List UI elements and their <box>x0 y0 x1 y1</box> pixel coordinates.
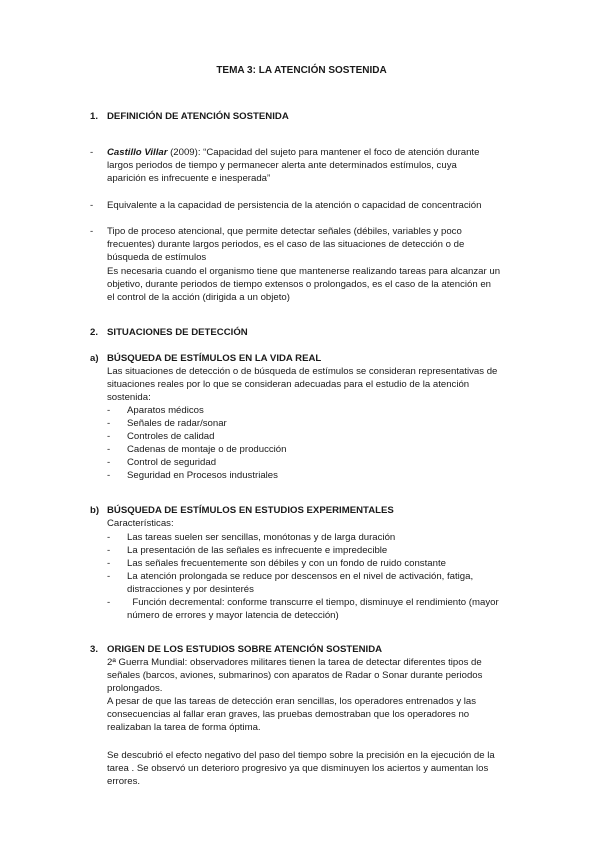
origin-paragraph-2 <box>107 695 552 735</box>
subsection-a-label: a) <box>90 353 99 364</box>
section-1-number: 1. <box>90 111 99 122</box>
text-line: situaciones reales por lo que se consideran adecuadas para el estudio de la atención <box>107 379 470 391</box>
list-item-continuation: distracciones y por desinterés <box>127 584 254 595</box>
subsection-b-label: b) <box>90 505 100 516</box>
bullet-dash: - <box>90 147 94 158</box>
text-line: señales (barcos, aviones, submarinos) con aparatos de Radar o Sonar durante periodos <box>107 670 483 682</box>
document-title: TEMA 3: LA ATENCIÓN SOSTENIDA <box>216 65 387 76</box>
subsection-a-heading: BÚSQUEDA DE ESTÍMULOS EN LA VIDA REAL <box>107 353 322 364</box>
text-line: consecuencias al fallar eran graves, las pruebas demostraban que los operadores no <box>107 709 470 721</box>
text-line: Tipo de proceso atencional, que permite detectar señales (débiles, variables y poco <box>107 226 462 237</box>
process-description <box>107 225 547 304</box>
text-line: Es necesaria cuando el organismo tiene que mantenerse realizando tareas para alcanzar un <box>107 265 501 277</box>
origin-paragraph-1 <box>107 656 552 696</box>
real-life-intro <box>107 365 552 405</box>
section-1-heading: DEFINICIÓN DE ATENCIÓN SOSTENIDA <box>107 111 289 122</box>
section-2-number: 2. <box>90 327 99 338</box>
bullet-dash: - <box>90 200 94 211</box>
text-line: prolongados. <box>107 683 163 695</box>
text-line: Las situaciones de detección o de búsqueda de estímulos se consideran representativas de <box>107 366 498 377</box>
text-line: sostenida: <box>107 392 151 404</box>
author-name: Castillo Villar <box>107 147 168 158</box>
text-line: 2ª Guerra Mundial: observadores militares tienen la tarea de detectar diferentes tipos de <box>107 657 482 668</box>
text-line: tarea . Se observó un deterioro progresivo ya que disminuyen los aciertos y aumentan los <box>107 763 489 775</box>
section-2-heading: SITUACIONES DE DETECCIÓN <box>107 327 248 338</box>
definition-line: (2009): “Capacidad del sujeto para mantener el foco de atención durante <box>167 147 480 158</box>
text-line: el control de la acción (dirigida a un objeto) <box>107 292 290 304</box>
text-line: objetivo, durante periodos de tiempo extensos o prolongados, es el caso de la atención en <box>107 278 492 290</box>
text-line: A pesar de que las tareas de detección eran sencillas, los operadores entrenados y las <box>107 696 477 707</box>
text-line: búsqueda de estímulos <box>107 252 207 264</box>
bullet-dash: - <box>90 226 94 237</box>
text-line: errores. <box>107 776 141 788</box>
subsection-b-heading: BÚSQUEDA DE ESTÍMULOS EN ESTUDIOS EXPERIMENTALES <box>107 505 394 516</box>
text-line: Se descubrió el efecto negativo del paso del tiempo sobre la precisión en la ejecución de la <box>107 750 495 761</box>
section-3-number: 3. <box>90 644 99 655</box>
definition-line: aparición es infrecuente e inesperada” <box>107 173 271 185</box>
text-line: realizaban la tarea de forma óptima. <box>107 722 261 734</box>
section-3-heading: ORIGEN DE LOS ESTUDIOS SOBRE ATENCIÓN SOSTENIDA <box>107 644 383 655</box>
document-page: TEMA 3: LA ATENCIÓN SOSTENIDA 1. DEFINICIÓN DE ATENCIÓN SOSTENIDA - Castillo Villar (2009): “Capacidad del sujeto para mantener el foco de atención durante largos periodos de tiempo y permanecer alerta ante determinados estímulos, cuya aparición es infrecuente e inesperada” - Equivalente a la capacidad de persistencia de la atención o capacidad de concentración - Tipo de proceso atencional, que permite detectar señales (débiles, variables y poco frecuentes) durante largos periodos, es el caso de las situaciones de detección o de búsqueda de estímulos Es necesaria cuando el organismo tiene que mantenerse realizando tareas para alcanzar un objetivo, durante periodos de tiempo extensos o prolongados, es el caso de la atención en el control de la acción (dirigida a un objeto) 2. SITUACIONES DE DETECCIÓN a) BÚSQUEDA DE ESTÍMULOS EN LA VIDA REAL Las situaciones de detección o de búsqueda de estímulos se consideran representativas de situaciones reales por lo que se consideran adecuadas para el estudio de la atención sostenida: - Aparatos médicos - Señales de radar/sonar - Controles de calidad - Cadenas de montaje o de producción - Control de seguridad - Seguridad en Procesos industriales b) BÚSQUEDA DE ESTÍMULOS EN ESTUDIOS EXPERIMENTALES Características: - Las tareas suelen ser sencillas, monótonas y de larga duración - La presentación de las señales es infrecuente e impredecible - Las señales frecuentemente son débiles y con un fondo de ruido constante - La atención prolongada se reduce por descensos en el nivel de activación, fatiga, distracciones y por desinterés - Función decremental: conforme transcurre el tiempo, disminuye el rendimiento (mayor número de errores y mayor latencia de detección) 3. ORIGEN DE LOS ESTUDIOS SOBRE ATENCIÓN SOSTENIDA 2ª Guerra Mundial: observadores militares tienen la tarea de detectar diferentes tipos de señales (barcos, aviones, submarinos) con aparatos de Radar o Sonar durante periodos prolongados. A pesar de que las tareas de detección eran sencillas, los operadores entrenados y las consecuencias al fallar eran graves, las pruebas demostraban que los operadores no realizaban la tarea de forma óptima. Se descubrió el efecto negativo del paso del tiempo sobre la precisión en la ejecución de la tarea . Se observó un deterioro progresivo ya que disminuyen los aciertos y aumentan los errores. <box>0 0 603 848</box>
list-item-continuation: número de errores y mayor latencia de detección) <box>127 610 339 621</box>
characteristics-label: Características: <box>107 518 174 529</box>
definition-quote <box>107 146 547 186</box>
equivalence-text: Equivalente a la capacidad de persistencia de la atención o capacidad de concentración <box>107 200 482 211</box>
definition-line: largos periodos de tiempo y permanecer alerta ante determinados estímulos, cuya <box>107 160 457 172</box>
text-line: frecuentes) durante largos periodos, es el caso de las situaciones de detección o de <box>107 239 465 251</box>
origin-paragraph-3 <box>107 749 552 789</box>
